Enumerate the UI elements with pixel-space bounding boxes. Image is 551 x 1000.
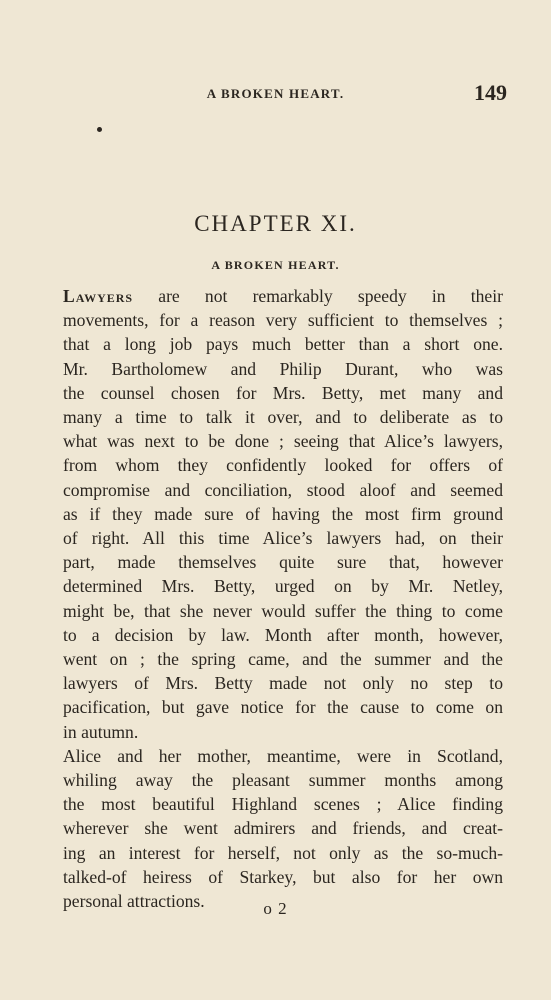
text-line: what was next to be done ; seeing that Alice’s lawyers,: [63, 431, 503, 452]
text-line: the most beautiful Highland scenes ; Alice finding: [63, 794, 503, 815]
text-line: compromise and conciliation, stood aloof and seemed: [63, 479, 503, 500]
text-line: to a decision by law. Month after month, however,: [63, 624, 503, 645]
page-number: 149: [474, 80, 507, 105]
chapter-title: CHAPTER XI.: [194, 211, 357, 236]
text-line: determined Mrs. Betty, urged on by Mr. Netley,: [63, 576, 503, 597]
text-line: Mr. Bartholomew and Philip Durant, who was: [63, 358, 503, 379]
text-line: wherever she went admirers and friends, and creat-: [63, 818, 503, 839]
text-line: personal attractions.: [63, 891, 205, 912]
text-line: Alice and her mother, meantime, were in Scotland,: [63, 745, 503, 766]
signature-mark: o 2: [263, 899, 288, 918]
text-line: the counsel chosen for Mrs. Betty, met many and: [63, 382, 503, 403]
text-line: as if they made sure of having the most firm ground: [63, 503, 503, 524]
text-line: might be, that she never would suffer the thing to come: [63, 600, 503, 621]
chapter-subtitle: A BROKEN HEART.: [211, 258, 340, 272]
text-line: of right. All this time Alice’s lawyers had, on their: [63, 528, 503, 549]
text-line: whiling away the pleasant summer months among: [63, 770, 503, 791]
text-line: went on ; the spring came, and the summer and the: [63, 649, 503, 670]
body-text: [63, 284, 503, 913]
text-line: from whom they confidently looked for offers of: [63, 455, 503, 476]
text-line: in autumn.: [63, 721, 139, 742]
first-word: Lawyers: [63, 286, 134, 306]
text-line: movements, for a reason very sufficient to themselves ;: [63, 310, 503, 331]
text-line: talked-of heiress of Starkey, but also for her own: [63, 866, 503, 887]
text-line-rest: are not remarkably speedy in their: [133, 286, 503, 306]
text-line: part, made themselves quite sure that, however: [63, 552, 503, 573]
ink-speck: [97, 127, 102, 132]
running-title: A BROKEN HEART.: [206, 86, 345, 101]
text-line: that a long job pays much better than a short one.: [63, 334, 503, 355]
text-line: ing an interest for herself, not only as the so-much-: [63, 842, 503, 863]
text-line: pacification, but gave notice for the cause to come on: [63, 697, 503, 718]
text-line: [63, 284, 503, 308]
text-line: lawyers of Mrs. Betty made not only no step to: [63, 673, 503, 694]
text-line: many a time to talk it over, and to deliberate as to: [63, 407, 503, 428]
